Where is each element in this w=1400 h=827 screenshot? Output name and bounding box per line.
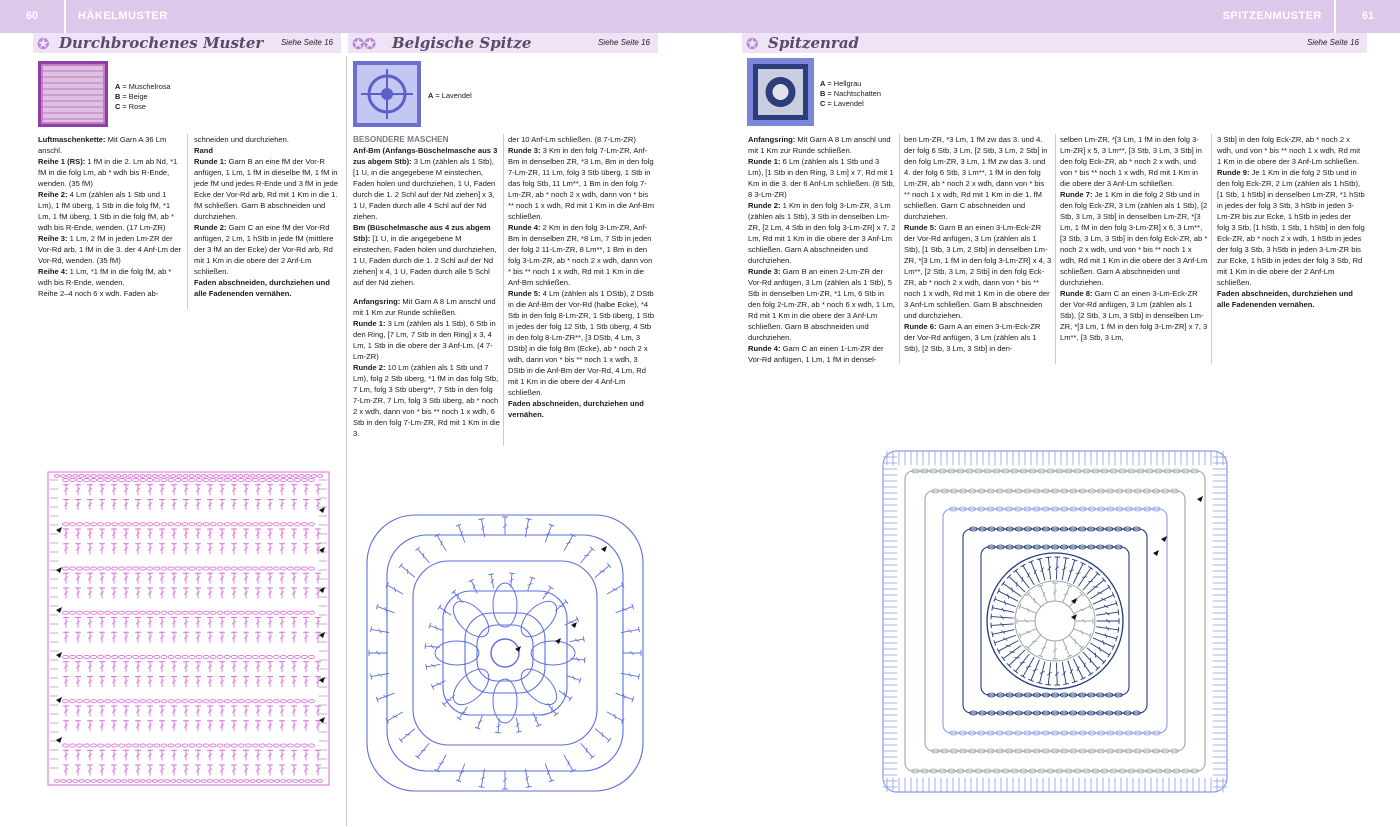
instruction-paragraph: Faden abschneiden, durchziehen und alle Fadenenden vernähen. [1217, 289, 1353, 309]
instructions-column [748, 134, 896, 365]
instruction-paragraph: Runde 5: 4 Lm (zählen als 1 DStb), 2 DStb in die Anf-Bm der Vor-Rd (halbe Ecke), *4 Stb in den folg 8-Lm-ZR, 1 Stb überg, 1 Stb in jedes der folg 12 Stb, 1 Stb überg, 4 Stb in den folg 8-Lm-ZR**, [3 DStb, 4 Lm, 3 DStb] in die folg Bm (Ecke), ab * noch 2 x wdh, dann von * bis ** noch 1 x wdh, 3 DStb in die Anf-Bm der Vor-Rd, 4 Lm, Rd mit 1 Km in die obere der 4 Anf-Lm schließen. [508, 289, 655, 397]
instructions-column [904, 134, 1052, 354]
section-title-left: HÄKELMUSTER [78, 10, 168, 22]
column-divider [899, 134, 900, 364]
instruction-paragraph: Anfangsring: Mit Garn A 8 Lm anschl und mit 1 Km zur Runde schließen. [748, 135, 891, 155]
instruction-paragraph: Faden abschneiden, durchziehen und vernähen. [508, 399, 644, 419]
instruction-paragraph: Runde 8: Garn C an einen 3-Lm-Eck-ZR der Vor-Rd anfügen, 3 Lm (zählen als 1 Stb), [2 Stb, 3 Lm, 3 Stb] in denselben Lm-ZR, *[3 Lm, 1 fM in den folg 3-Lm-ZR] x 7, 3 Lm**, [3 Stb, 3 Lm, [1060, 289, 1208, 342]
instructions-column [1060, 134, 1208, 343]
legend-pattern-3 [820, 79, 881, 109]
column-divider [1211, 134, 1212, 364]
instruction-paragraph: Runde 4: Garn C an einen 1-Lm-ZR der Vor-Rd anfügen, 1 Lm, 1 fM in densel- [748, 344, 884, 364]
difficulty-star-icon: ✪ [37, 36, 49, 53]
crochet-chart-durchbrochenes [40, 470, 335, 800]
legend-pattern-1 [115, 82, 171, 112]
instruction-paragraph: Runde 7: Je 1 Km in die folg 2 Stb und in den folg Eck-ZR, 3 Lm (zählen als 1 Stb), [2 Stb, 3 Lm, 3 Stb] in denselben Lm-ZR, *[3 Lm, 1 fM in den folg 3-Lm-ZR] x 6, 3 Lm**, [3 Stb, 3 Lm, 3 Stb] in den folg Eck-ZR, ab * noch 2 x wdh, und von * bis ** noch 1 x wdh, Rd mit 1 Km in die obere der 3 Anf-Lm schließen. Garn A abschneiden und durchziehen. [1060, 190, 1208, 287]
pattern-2-titlebar [348, 33, 658, 53]
instruction-paragraph: Runde 2: Garn C an eine fM der Vor-Rd anfügen, 2 Lm, 1 hStb in jede fM (mittlere der 3 fM an der Ecke) der Vor-Rd arb, Rd mit 1 Km in die obere der 2 Anf-Lm schließen. [194, 223, 334, 276]
pattern-2-see-page: Siehe Seite 16 [597, 38, 650, 47]
instruction-paragraph: Faden abschneiden, durchziehen und alle Fadenenden vernähen. [194, 278, 330, 298]
instructions-column [194, 134, 341, 299]
legend-item: C = Rose [115, 102, 147, 111]
swatch-photo-belgische [353, 61, 421, 127]
instruction-paragraph: Rand [194, 146, 213, 155]
instruction-paragraph: ben Lm-ZR, *3 Lm, 1 fM zw das 3. und 4. der folg 6 Stb, 3 Lm, [2 Stb, 3 Lm, 2 Stb] in den folg Lm-ZR, 3 Lm, 1 fM zw das 3. und 4. der folg 6 Stb, 3 Lm**, 1 fM in den folg Lm-ZR, ab * noch 2 x wdh, dann von * bis ** noch 1 x wdh, Rd mit 1 Km in die 1. fM schließen. Garn C abschneiden und durchziehen. [904, 135, 1048, 221]
instruction-paragraph: der 10 Anf-Lm schließen. (8 7-Lm-ZR) [508, 135, 636, 144]
pattern-2-title: Belgische Spitze [392, 34, 532, 52]
difficulty-star-icon: ✪ [746, 36, 758, 53]
pattern-1-see-page: Siehe Seite 16 [280, 38, 333, 47]
instruction-paragraph: schneiden und durchziehen. [194, 135, 289, 144]
legend-item: A = Lavendel [428, 91, 472, 100]
pattern-1-title: Durchbrochenes Muster [59, 34, 264, 52]
legend-item: A = Hellgrau [820, 79, 862, 88]
difficulty-star-icon: ✪✪ [352, 36, 376, 53]
instruction-paragraph: selben Lm-ZR, *[3 Lm, 1 fM in den folg 3-Lm-ZR] x 5, 3 Lm**, [3 Stb, 3 Lm, 3 Stb] in den folg Eck-ZR, ab * noch 2 x wdh, und von * bis ** noch 1 x wdh, Rd mit 1 Km in die obere der 3 Anf-Lm schließen. [1060, 135, 1202, 188]
instruction-paragraph: Bm (Büschelmasche aus 4 zus abgem Stb): [1 U, in die angegebene M einstechen, Faden holen und durchziehen, 1 U, Faden durch die 1. 2 Schl auf der Nd ziehen] x 4, 1 U, Faden durch alle 5 Schl auf der Nd ziehen. [353, 223, 497, 287]
legend-pattern-2 [428, 91, 472, 101]
header-bar [0, 0, 1400, 33]
pattern-3-see-page: Siehe Seite 16 [1306, 38, 1359, 47]
instruction-paragraph: Runde 4: 2 Km in den folg 3-Lm-ZR, Anf-Bm in denselben ZR, *8 Lm, 7 Stb in jeden der folg 2 11-Lm-ZR, 8 Lm**, 1 Bm in den folg 3-Lm-ZR, ab * noch 2 x wdh, dann von * bis ** noch 1 x wdh, Rd mit 1 Km in die Anf-Bm schließen. [508, 223, 653, 287]
legend-item: C = Lavendel [820, 99, 864, 108]
crochet-chart-spitzenrad [875, 443, 1235, 800]
instruction-paragraph: Runde 3: Garn B an einen 2-Lm-ZR der Vor-Rd anfügen, 3 Lm (zählen als 1 Stb), 5 Stb in denselben Lm-ZR, *1 Lm, 6 Stb in den folg 2-Lm-ZR, ab * noch 6 x wdh, 1 Lm, Rd mit 1 Km in die obere der 3 Anf-Lm schließen. Garn B abschneiden und durchziehen. [748, 267, 895, 342]
page-number-right: 61 [1334, 0, 1400, 33]
instruction-paragraph: Runde 1: 3 Lm (zählen als 1 Stb), 6 Stb in den Ring, [7 Lm, 7 Stb in den Ring] x 3, 4 Lm, 1 Stb in die obere der 3 Anf-Lm. (4 7-Lm-ZR) [353, 319, 496, 361]
pattern-3-title: Spitzenrad [768, 34, 860, 52]
instruction-paragraph: Runde 1: Garn B an eine fM der Vor-R anfügen, 1 Lm, 1 fM in dieselbe fM, 1 fM in jede fM und jedes R-Ende und 3 fM in jede Ecke der Vor-Rd arb, Rd mit 1 Km in die 1. fM schließen. Garn B abschneiden und durchziehen. [194, 157, 338, 221]
column-divider [503, 134, 504, 446]
instruction-paragraph: Runde 1: 6 Lm (zählen als 1 Stb und 3 Lm), [1 Stb in den Ring, 3 Lm] x 7, Rd mit 1 Km in die 3. der 6 Anf-Lm schließen. (8 Stb, 8 3-Lm-ZR) [748, 157, 895, 199]
instruction-paragraph: Reihe 2: 4 Lm (zählen als 1 Stb und 1 Lm), 1 fM überg, 1 Stb in die folg fM, *1 Lm, 1 fM überg, 1 Stb in die folg fM, ab * wdh bis R-Ende, wenden. (17 Lm-ZR) [38, 190, 174, 232]
instructions-column [508, 134, 656, 420]
instruction-paragraph: Reihe 4: 1 Lm, *1 fM in die folg fM, ab * wdh bis R-Ende, wenden. [38, 267, 172, 287]
instruction-paragraph: Runde 3: 3 Km in den folg 7-Lm-ZR, Anf-Bm in denselben ZR, *3 Lm, Bm in den folg 7-Lm-ZR, 11 Lm, folg 3 Stb überg, 1 Stb in das folg Stb, 11 Lm**, 1 Bm in den folg 7-Lm-ZR, ab * noch 2 x wdh, dann von * bis ** noch 1 x wdh, Rd mit 1 Km in die Anf-Bm schließen. [508, 146, 655, 221]
instruction-paragraph: Runde 2: 10 Lm (zählen als 1 Stb und 7 Lm), folg 2 Stb überg, *1 fM in das folg Stb, 7 Lm, folg 3 Stb überg**, 7 Stb in den folg 7-Lm-ZR, 7 Lm, folg 3 Stb überg, ab * noch 2 x wdh, dann von * bis ** noch 1 x wdh, 6 Stb in den folg 7-Lm-ZR, Rd mit 1 Km in die 3. [353, 363, 500, 438]
instructions-column [38, 134, 183, 299]
section-title-right: SPITZENMUSTER [1222, 10, 1322, 22]
instruction-paragraph: 3 Stb] in den folg Eck-ZR, ab * noch 2 x wdh, und von * bis ** noch 1 x wdh, Rd mit 1 Km in die obere der 3 Anf-Lm schließen. [1217, 135, 1361, 166]
instructions-column [353, 134, 500, 439]
instruction-paragraph: Runde 2: 1 Km in den folg 3-Lm-ZR, 3 Lm (zählen als 1 Stb), 3 Stb in denselben Lm-ZR, [2 Lm, 4 Stb in den folg 3-Lm-ZR] x 7, 2 Lm, Rd mit 1 Km in die obere der 3 Anf-Lm schließen. Garn A abschneiden und durchziehen. [748, 201, 896, 265]
pattern-3-titlebar [742, 33, 1367, 53]
instructions-column [1217, 134, 1365, 310]
swatch-photo-durchbrochenes [38, 61, 108, 127]
instruction-paragraph: Runde 6: Garn A an einen 3-Lm-Eck-ZR der Vor-Rd anfügen, 3 Lm (zählen als 1 Stb), [2 Stb, 3 Lm, 3 Stb] in den- [904, 322, 1041, 353]
special-stitches-heading: BESONDERE MASCHEN [353, 135, 449, 144]
pattern-divider [346, 56, 347, 826]
instruction-paragraph: Runde 9: Je 1 Km in die folg 2 Stb und in den folg Eck-ZR, 2 Lm (zählen als 1 hStb), [1 Stb, 1 hStb] in denselben Lm-ZR, *1 hStb in jedes der folg 3 Stb, 3 hStb in jeden 3-Lm-ZR bis zur Ecke, 1 hStb in jedes der folg 3 Stb, [1 hStb, 1 Stb, 1 hStb] in den folg Eck-ZR, ab * noch 2 x wdh, 1 hStb in jedes der folg 3 Stb, 3 hStb in jeden 3-Lm-ZR bis zur Ecke, 1 hStb in jedes der folg 3 Stb, Rd mit 1 Km in die obere der 2 Anf-Lm schließen. [1217, 168, 1365, 287]
legend-item: A = Muschelrosa [115, 82, 171, 91]
pattern-1-titlebar [33, 33, 341, 53]
instruction-paragraph: Anfangsring: Mit Garn A 8 Lm anschl und mit 1 Km zur Runde schließen. [353, 297, 496, 317]
legend-item: B = Beige [115, 92, 148, 101]
instruction-paragraph: Reihe 3: 1 Lm, 2 fM in jeden Lm-ZR der Vor-Rd arb, 1 fM in die 3. der 4 Anf-Lm der Vor-Rd, wenden. (35 fM) [38, 234, 182, 265]
page-number-left: 60 [0, 0, 66, 33]
crochet-chart-belgische-spitze [355, 507, 655, 800]
instruction-paragraph: Reihe 2–4 noch 6 x wdh. Faden ab- [38, 289, 159, 298]
column-divider [187, 134, 188, 309]
instruction-paragraph: Runde 5: Garn B an einen 3-Lm-Eck-ZR der Vor-Rd anfügen, 3 Lm (zählen als 1 Stb), [1 Stb, 3 Lm, 2 Stb] in denselben Lm-ZR, *[3 Lm, 1 fM in den folg 3-Lm-ZR] x 4, 3 Lm**, [2 Stb, 3 Lm, 2 Stb] in den folg Eck-ZR, ab * noch 2 x wdh, dann von * bis ** noch 1 x wdh, Rd mit 1 Km in die obere der 3 Anf-Lm schließen. Garn B abschneiden und durchziehen. [904, 223, 1052, 320]
instruction-paragraph: Anf-Bm (Anfangs-Büschelmasche aus 3 zus abgem Stb): 3 Lm (zählen als 1 Stb), [1 U, in die angegebene M einstechen, Faden holen und durchziehen, 1 U, Faden durch die 1. 2 Schl auf der Nd ziehen] x 3, 1 U, Faden durch alle 4 Schl auf der Nd ziehen. [353, 146, 498, 221]
instruction-paragraph: Luftmaschenkette: Mit Garn A 36 Lm anschl. [38, 135, 167, 155]
column-divider [1055, 134, 1056, 364]
instruction-paragraph: Reihe 1 (RS): 1 fM in die 2. Lm ab Nd, *1 fM in die folg Lm, ab * wdh bis R-Ende, wenden. (35 fM) [38, 157, 178, 188]
swatch-photo-spitzenrad [747, 58, 814, 126]
legend-item: B = Nachtschatten [820, 89, 882, 98]
